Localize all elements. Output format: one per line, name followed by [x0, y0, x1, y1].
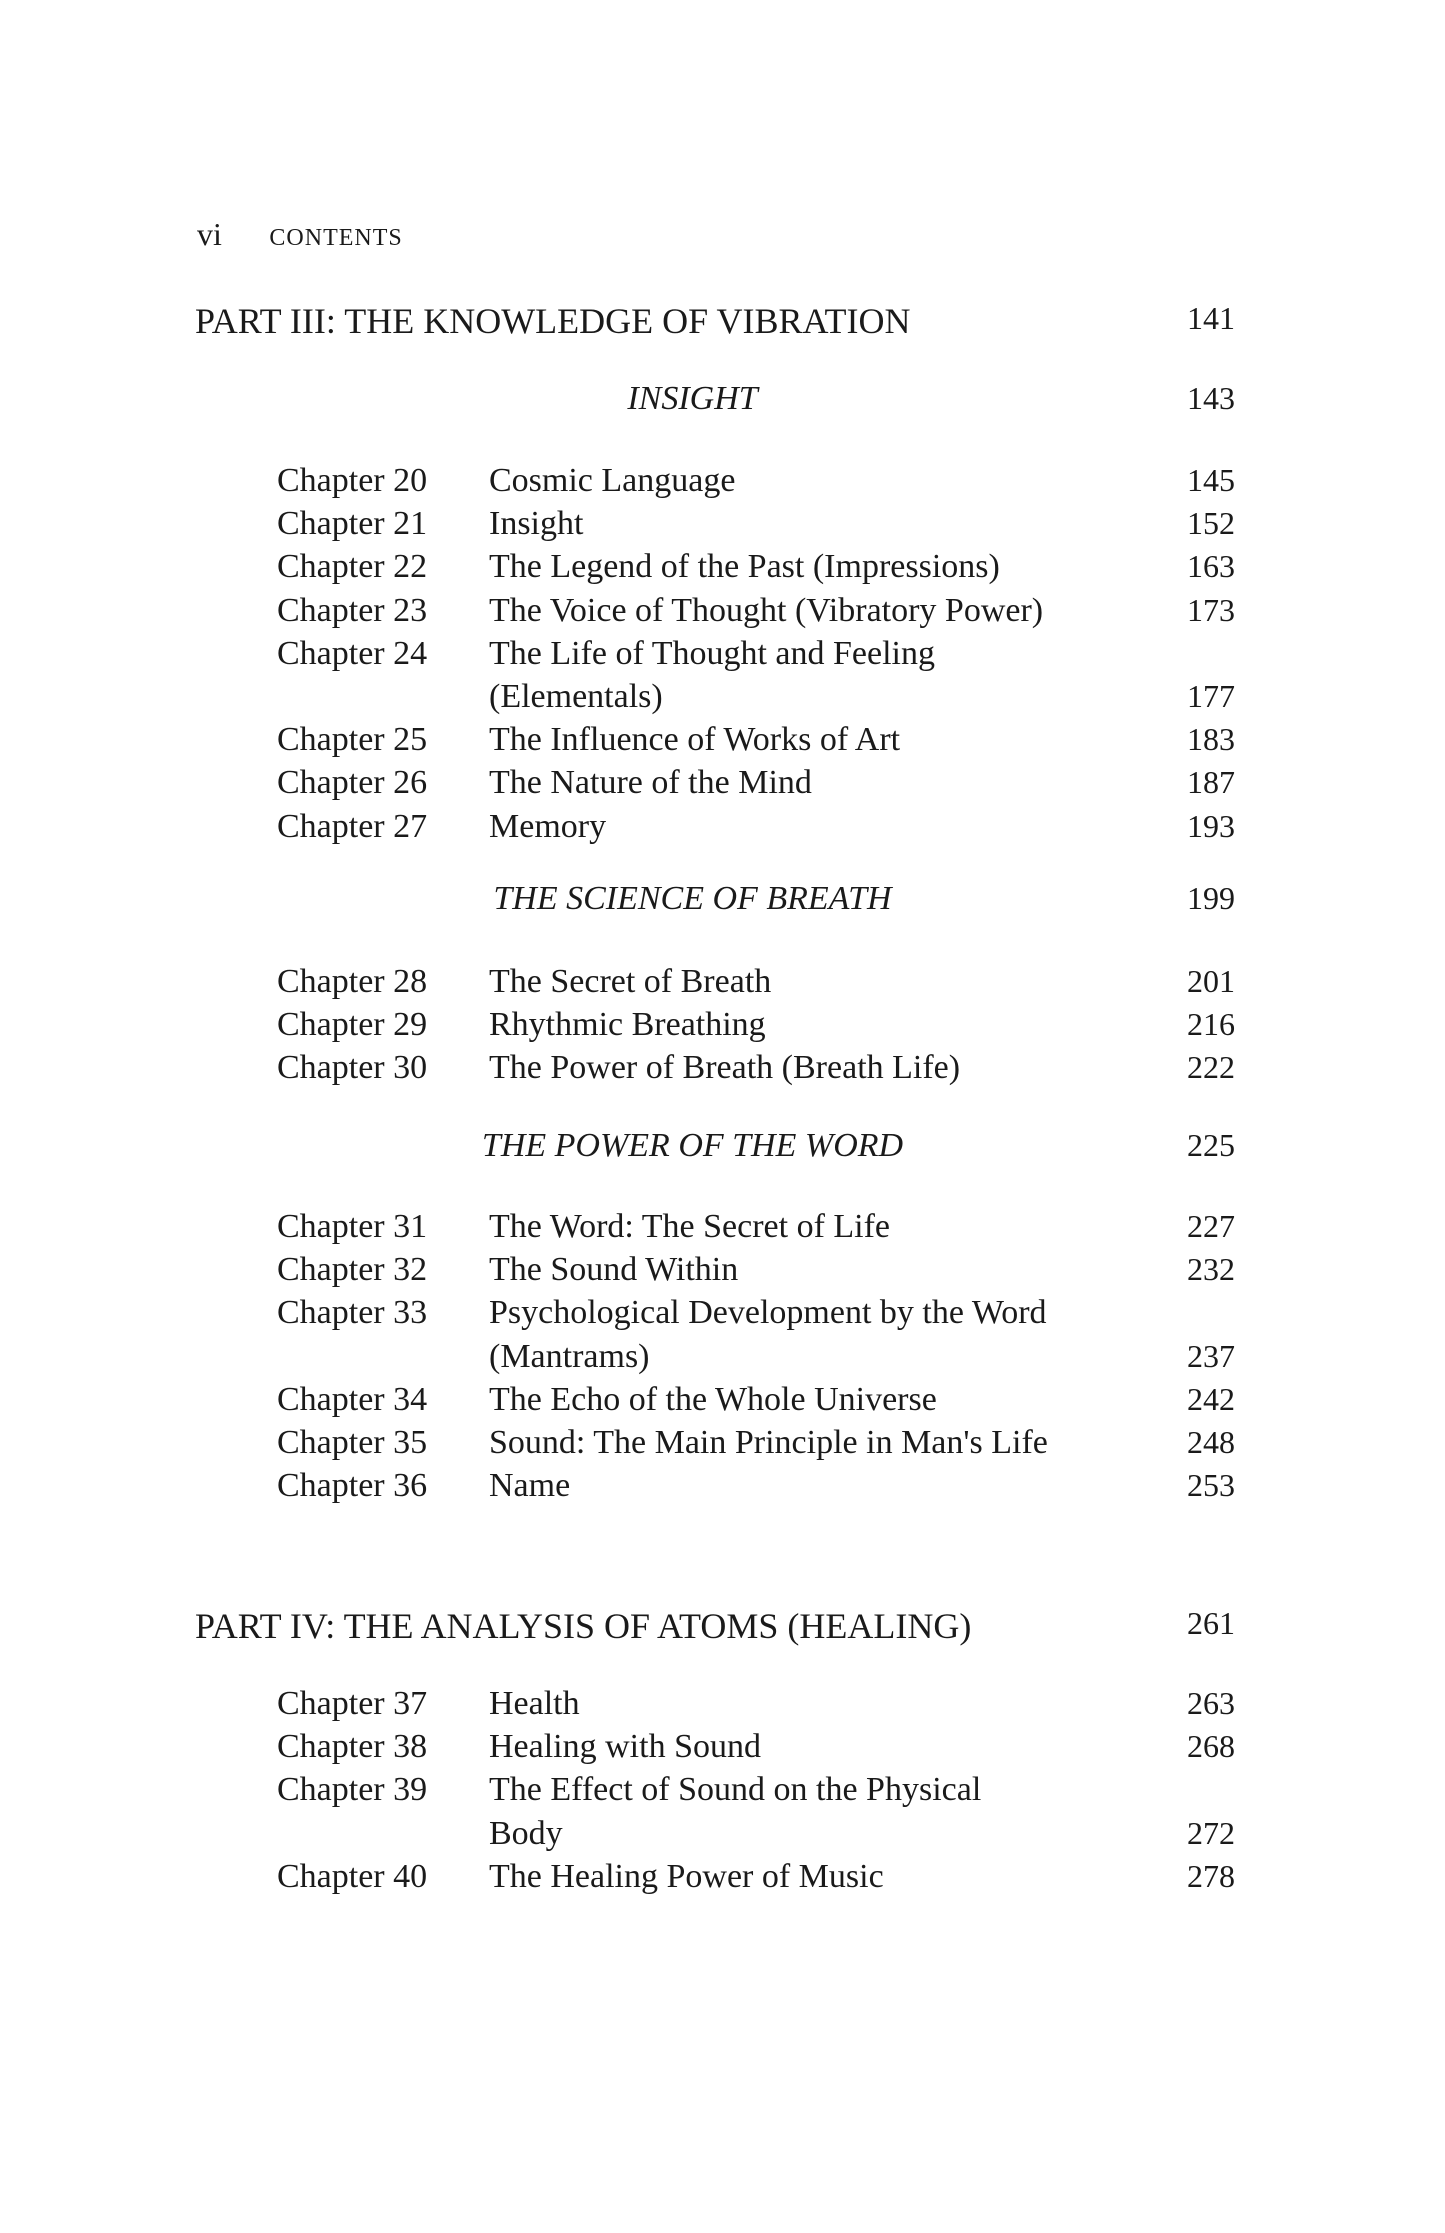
- chapter-page: 263: [1187, 1685, 1235, 1721]
- chapter-title: Rhythmic Breathing: [489, 1006, 766, 1044]
- chapter-title: Sound: The Main Principle in Man's Life: [489, 1424, 1048, 1462]
- chapter-page: 278: [1187, 1857, 1235, 1894]
- toc-entry[interactable]: [277, 1291, 1235, 1377]
- chapter-number: Chapter 33: [277, 1294, 428, 1332]
- chapter-page: 187: [1187, 764, 1235, 801]
- chapter-page: 183: [1187, 721, 1235, 758]
- chapter-list: [277, 1682, 1235, 1898]
- section-page: 225: [1187, 1127, 1235, 1163]
- chapter-page: 227: [1187, 1208, 1235, 1244]
- toc-entry[interactable]: [277, 1378, 1235, 1421]
- chapter-title: Insight: [489, 505, 584, 543]
- chapter-number: Chapter 21: [277, 505, 428, 543]
- chapter-page: 201: [1187, 963, 1235, 999]
- toc-entry[interactable]: [277, 632, 1235, 718]
- chapter-title: The Sound Within: [489, 1251, 739, 1289]
- chapter-page: 272: [1187, 1814, 1235, 1851]
- toc-entry[interactable]: [277, 1725, 1235, 1768]
- chapter-title-line: Psychological Development by the Word: [489, 1294, 1047, 1332]
- toc-entry[interactable]: [277, 960, 1235, 1003]
- section-title: THE POWER OF THE WORD: [481, 1127, 904, 1164]
- chapter-page: 193: [1187, 807, 1235, 844]
- toc-entry[interactable]: [277, 1205, 1235, 1248]
- chapter-title-continuation: (Mantrams): [489, 1337, 650, 1375]
- chapter-title: The Influence of Works of Art: [489, 721, 901, 759]
- chapter-title: The Secret of Breath: [489, 963, 772, 1000]
- chapter-title: The Power of Breath (Breath Life): [489, 1049, 961, 1087]
- chapter-number: Chapter 20: [277, 462, 428, 499]
- part-title: PART III: THE KNOWLEDGE OF VIBRATION: [195, 301, 911, 341]
- chapter-title: Health: [489, 1685, 580, 1722]
- part-title: PART IV: THE ANALYSIS OF ATOMS (HEALING): [195, 1606, 972, 1646]
- chapter-page: 152: [1187, 505, 1235, 542]
- chapter-title-continuation: Body: [489, 1814, 563, 1852]
- chapter-number: Chapter 31: [277, 1208, 428, 1245]
- chapter-title: The Voice of Thought (Vibratory Power): [489, 591, 1044, 629]
- chapter-page: 163: [1187, 548, 1235, 585]
- chapter-number: Chapter 40: [277, 1857, 428, 1895]
- section-page: 143: [1187, 380, 1235, 416]
- chapter-list: [277, 1205, 1235, 1507]
- chapter-number: Chapter 38: [277, 1728, 428, 1766]
- part-page: 261: [1187, 1605, 1235, 1641]
- chapter-page: 253: [1187, 1467, 1235, 1504]
- toc-entry[interactable]: [277, 761, 1235, 804]
- chapter-number: Chapter 35: [277, 1424, 428, 1462]
- chapter-number: Chapter 39: [277, 1771, 428, 1809]
- chapter-list: [277, 960, 1235, 1090]
- chapter-title: Name: [489, 1467, 571, 1505]
- chapter-title: Memory: [489, 807, 607, 845]
- chapter-page: 222: [1187, 1049, 1235, 1086]
- toc-entry[interactable]: [277, 1248, 1235, 1291]
- chapter-number: Chapter 26: [277, 764, 428, 802]
- chapter-title: [489, 1291, 1163, 1377]
- toc-entry[interactable]: [277, 1768, 1235, 1854]
- chapter-number: Chapter 32: [277, 1251, 428, 1289]
- chapter-number: Chapter 23: [277, 591, 428, 629]
- chapter-number: Chapter 28: [277, 963, 428, 1000]
- toc-entry[interactable]: [277, 1003, 1235, 1046]
- chapter-title: The Legend of the Past (Impressions): [489, 548, 1000, 586]
- chapter-number: Chapter 29: [277, 1006, 428, 1044]
- toc-entry[interactable]: [277, 1855, 1235, 1898]
- chapter-title: The Healing Power of Music: [489, 1857, 884, 1895]
- toc-entry[interactable]: [277, 589, 1235, 632]
- part-page: 141: [1187, 300, 1235, 336]
- chapter-page: 216: [1187, 1006, 1235, 1043]
- chapter-title: Healing with Sound: [489, 1728, 761, 1766]
- chapter-page: 242: [1187, 1380, 1235, 1417]
- page-folio: vi: [197, 216, 222, 252]
- toc-entry[interactable]: [277, 459, 1235, 502]
- chapter-title-continuation: (Elementals): [489, 678, 663, 716]
- toc-entry[interactable]: [277, 545, 1235, 588]
- chapter-list: [277, 459, 1235, 848]
- chapter-title: The Nature of the Mind: [489, 764, 812, 802]
- page-header: [197, 216, 403, 253]
- chapter-number: Chapter 34: [277, 1380, 428, 1418]
- chapter-number: Chapter 22: [277, 548, 428, 586]
- chapter-page: 173: [1187, 591, 1235, 628]
- chapter-page: 177: [1187, 678, 1235, 715]
- toc-entry[interactable]: [277, 1421, 1235, 1464]
- toc-entry[interactable]: [277, 805, 1235, 848]
- toc-entry[interactable]: [277, 1682, 1235, 1725]
- chapter-page: 268: [1187, 1728, 1235, 1765]
- toc-entry[interactable]: [277, 1464, 1235, 1507]
- chapter-title: Cosmic Language: [489, 462, 736, 499]
- section-title: THE SCIENCE OF BREATH: [493, 880, 892, 917]
- chapter-page: 248: [1187, 1424, 1235, 1461]
- chapter-title: [489, 1768, 1163, 1854]
- chapter-page: 145: [1187, 462, 1235, 498]
- toc-entry[interactable]: [277, 1046, 1235, 1089]
- chapter-title: The Echo of the Whole Universe: [489, 1380, 937, 1418]
- running-head: CONTENTS: [269, 225, 403, 251]
- chapter-number: Chapter 25: [277, 721, 428, 759]
- chapter-page: 232: [1187, 1251, 1235, 1288]
- chapter-title: The Word: The Secret of Life: [489, 1208, 891, 1245]
- chapter-page: 237: [1187, 1337, 1235, 1374]
- chapter-number: Chapter 37: [277, 1685, 428, 1722]
- section-title: INSIGHT: [627, 380, 758, 417]
- section-page: 199: [1187, 880, 1235, 916]
- chapter-title-line: The Effect of Sound on the Physical: [489, 1771, 982, 1809]
- chapter-title: [489, 632, 1163, 718]
- chapter-number: Chapter 27: [277, 807, 428, 845]
- chapter-number: Chapter 24: [277, 634, 428, 672]
- toc-entry[interactable]: [277, 502, 1235, 545]
- part-heading: [195, 300, 1235, 342]
- chapter-number: Chapter 30: [277, 1049, 428, 1087]
- part-heading: [195, 1605, 1235, 1647]
- toc-entry[interactable]: [277, 718, 1235, 761]
- chapter-number: Chapter 36: [277, 1467, 428, 1505]
- chapter-title-line: The Life of Thought and Feeling: [489, 634, 935, 672]
